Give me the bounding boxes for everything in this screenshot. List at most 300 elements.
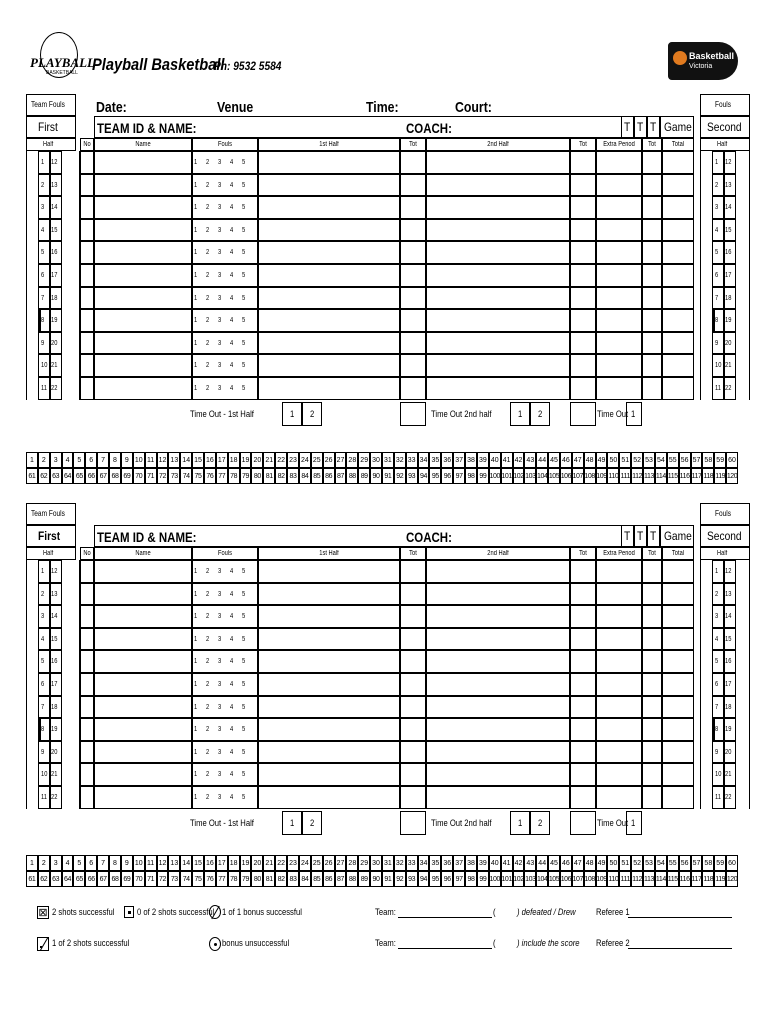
score-cell[interactable]: 83	[287, 871, 299, 887]
player-cell-tot2[interactable]	[570, 696, 596, 719]
score-cell[interactable]: 33	[406, 855, 418, 871]
player-cell-h2[interactable]	[426, 196, 570, 219]
score-cell[interactable]: 5	[73, 452, 85, 468]
player-cell-h2[interactable]	[426, 628, 570, 651]
score-cell[interactable]: 90	[370, 871, 382, 887]
player-cell-tot2[interactable]	[570, 650, 596, 673]
score-cell[interactable]: 17	[216, 855, 228, 871]
score-cell[interactable]: 10	[133, 452, 145, 468]
player-cell-h1[interactable]	[258, 196, 400, 219]
score-cell[interactable]: 63	[50, 468, 62, 484]
score-cell[interactable]: 85	[311, 871, 323, 887]
score-cell[interactable]: 78	[228, 871, 240, 887]
player-cell-no[interactable]	[80, 673, 94, 696]
score-cell[interactable]: 95	[429, 468, 441, 484]
score-cell[interactable]: 1	[26, 855, 38, 871]
score-cell[interactable]: 91	[382, 468, 394, 484]
player-cell-no[interactable]	[80, 605, 94, 628]
player-cell-fouls[interactable]	[192, 673, 258, 696]
player-cell-tot1[interactable]	[400, 605, 426, 628]
player-cell-h1[interactable]	[258, 287, 400, 310]
player-cell-fouls[interactable]	[192, 377, 258, 400]
score-cell[interactable]: 34	[418, 855, 430, 871]
score-cell[interactable]: 119	[714, 468, 726, 484]
score-cell[interactable]: 29	[358, 855, 370, 871]
score-cell[interactable]: 19	[240, 452, 252, 468]
player-cell-name[interactable]	[94, 696, 192, 719]
score-cell[interactable]: 25	[311, 855, 323, 871]
score-cell[interactable]: 6	[85, 452, 97, 468]
player-cell-fouls[interactable]	[192, 741, 258, 764]
player-cell-h1[interactable]	[258, 560, 400, 583]
player-cell-h2[interactable]	[426, 309, 570, 332]
score-cell[interactable]: 64	[62, 871, 74, 887]
score-cell[interactable]: 72	[157, 468, 169, 484]
score-cell[interactable]: 13	[168, 452, 180, 468]
score-cell[interactable]: 38	[465, 855, 477, 871]
timeout-spare-box-2[interactable]	[570, 811, 596, 835]
player-cell-h1[interactable]	[258, 151, 400, 174]
score-cell[interactable]: 115	[667, 871, 679, 887]
player-cell-total[interactable]	[662, 354, 694, 377]
score-cell[interactable]: 55	[667, 452, 679, 468]
player-cell-no[interactable]	[80, 309, 94, 332]
score-cell[interactable]: 118	[702, 871, 714, 887]
player-cell-tot1[interactable]	[400, 377, 426, 400]
score-cell[interactable]: 88	[346, 871, 358, 887]
score-cell[interactable]: 114	[655, 871, 667, 887]
score-cell[interactable]: 97	[453, 468, 465, 484]
score-cell[interactable]: 8	[109, 452, 121, 468]
player-cell-total[interactable]	[662, 309, 694, 332]
score-cell[interactable]: 36	[441, 855, 453, 871]
score-cell[interactable]: 7	[97, 452, 109, 468]
player-cell-total[interactable]	[662, 650, 694, 673]
player-cell-name[interactable]	[94, 332, 192, 355]
score-cell[interactable]: 107	[572, 871, 584, 887]
score-cell[interactable]: 10	[133, 855, 145, 871]
player-cell-h2[interactable]	[426, 219, 570, 242]
score-cell[interactable]: 104	[536, 871, 548, 887]
player-cell-h2[interactable]	[426, 560, 570, 583]
score-cell[interactable]: 67	[97, 468, 109, 484]
score-cell[interactable]: 100	[489, 468, 501, 484]
timeout-spare-box[interactable]	[400, 402, 426, 426]
score-cell[interactable]: 75	[192, 468, 204, 484]
score-cell[interactable]: 119	[714, 871, 726, 887]
score-cell[interactable]: 30	[370, 452, 382, 468]
score-cell[interactable]: 15	[192, 855, 204, 871]
player-cell-total[interactable]	[662, 377, 694, 400]
score-cell[interactable]: 42	[513, 855, 525, 871]
score-cell[interactable]: 82	[275, 468, 287, 484]
player-cell-total[interactable]	[662, 196, 694, 219]
player-cell-h2[interactable]	[426, 377, 570, 400]
player-cell-name[interactable]	[94, 219, 192, 242]
player-cell-fouls[interactable]	[192, 264, 258, 287]
player-cell-fouls[interactable]	[192, 354, 258, 377]
score-cell[interactable]: 19	[240, 855, 252, 871]
player-cell-name[interactable]	[94, 605, 192, 628]
player-cell-no[interactable]	[80, 583, 94, 606]
player-cell-name[interactable]	[94, 174, 192, 197]
score-cell[interactable]: 71	[145, 468, 157, 484]
score-cell[interactable]: 120	[726, 468, 738, 484]
player-cell-h2[interactable]	[426, 287, 570, 310]
player-cell-tot3[interactable]	[642, 583, 662, 606]
score-cell[interactable]: 40	[489, 855, 501, 871]
score-cell[interactable]: 110	[607, 468, 619, 484]
player-cell-total[interactable]	[662, 264, 694, 287]
score-cell[interactable]: 59	[714, 452, 726, 468]
score-cell[interactable]: 104	[536, 468, 548, 484]
player-cell-fouls[interactable]	[192, 196, 258, 219]
player-cell-tot3[interactable]	[642, 605, 662, 628]
player-cell-name[interactable]	[94, 196, 192, 219]
score-cell[interactable]: 46	[560, 452, 572, 468]
player-cell-tot2[interactable]	[570, 309, 596, 332]
score-cell[interactable]: 18	[228, 452, 240, 468]
player-cell-extra[interactable]	[596, 219, 642, 242]
score-cell[interactable]: 17	[216, 452, 228, 468]
score-cell[interactable]: 53	[643, 452, 655, 468]
player-cell-tot2[interactable]	[570, 264, 596, 287]
score-cell[interactable]: 2	[38, 452, 50, 468]
timeout-spare-box-2[interactable]	[570, 402, 596, 426]
score-cell[interactable]: 117	[691, 468, 703, 484]
player-cell-tot1[interactable]	[400, 287, 426, 310]
player-cell-tot2[interactable]	[570, 151, 596, 174]
player-cell-tot2[interactable]	[570, 354, 596, 377]
player-cell-tot2[interactable]	[570, 741, 596, 764]
score-cell[interactable]: 66	[85, 871, 97, 887]
player-cell-total[interactable]	[662, 741, 694, 764]
player-cell-h1[interactable]	[258, 605, 400, 628]
score-cell[interactable]: 69	[121, 871, 133, 887]
score-cell[interactable]: 3	[50, 855, 62, 871]
score-cell[interactable]: 61	[26, 871, 38, 887]
score-cell[interactable]: 97	[453, 871, 465, 887]
player-cell-extra[interactable]	[596, 696, 642, 719]
player-cell-tot3[interactable]	[642, 332, 662, 355]
player-cell-no[interactable]	[80, 377, 94, 400]
player-cell-fouls[interactable]	[192, 605, 258, 628]
score-cell[interactable]: 88	[346, 468, 358, 484]
player-cell-tot1[interactable]	[400, 241, 426, 264]
score-cell[interactable]: 20	[251, 452, 263, 468]
player-cell-tot3[interactable]	[642, 377, 662, 400]
score-cell[interactable]: 35	[429, 855, 441, 871]
score-cell[interactable]: 27	[335, 855, 347, 871]
player-cell-tot2[interactable]	[570, 673, 596, 696]
player-cell-extra[interactable]	[596, 786, 642, 809]
score-cell[interactable]: 109	[596, 468, 608, 484]
player-cell-no[interactable]	[80, 718, 94, 741]
player-cell-tot2[interactable]	[570, 332, 596, 355]
score-cell[interactable]: 7	[97, 855, 109, 871]
score-cell[interactable]: 76	[204, 871, 216, 887]
player-cell-tot1[interactable]	[400, 583, 426, 606]
score-cell[interactable]: 22	[275, 452, 287, 468]
player-cell-extra[interactable]	[596, 718, 642, 741]
player-cell-extra[interactable]	[596, 354, 642, 377]
score-cell[interactable]: 2	[38, 855, 50, 871]
player-cell-tot3[interactable]	[642, 309, 662, 332]
player-cell-extra[interactable]	[596, 241, 642, 264]
score-cell[interactable]: 115	[667, 468, 679, 484]
score-cell[interactable]: 90	[370, 468, 382, 484]
score-cell[interactable]: 95	[429, 871, 441, 887]
score-cell[interactable]: 1	[26, 452, 38, 468]
score-cell[interactable]: 9	[121, 855, 133, 871]
player-cell-fouls[interactable]	[192, 718, 258, 741]
score-cell[interactable]: 32	[394, 452, 406, 468]
score-cell[interactable]: 52	[631, 452, 643, 468]
score-cell[interactable]: 48	[584, 855, 596, 871]
player-cell-extra[interactable]	[596, 763, 642, 786]
score-cell[interactable]: 61	[26, 468, 38, 484]
player-cell-total[interactable]	[662, 718, 694, 741]
player-cell-h1[interactable]	[258, 241, 400, 264]
score-cell[interactable]: 24	[299, 855, 311, 871]
score-cell[interactable]: 64	[62, 468, 74, 484]
player-cell-tot1[interactable]	[400, 354, 426, 377]
player-cell-total[interactable]	[662, 287, 694, 310]
score-cell[interactable]: 5	[73, 855, 85, 871]
player-cell-h1[interactable]	[258, 219, 400, 242]
player-cell-extra[interactable]	[596, 560, 642, 583]
player-cell-tot3[interactable]	[642, 219, 662, 242]
score-cell[interactable]: 118	[702, 468, 714, 484]
score-cell[interactable]: 43	[524, 452, 536, 468]
player-cell-name[interactable]	[94, 151, 192, 174]
score-cell[interactable]: 43	[524, 855, 536, 871]
player-cell-tot2[interactable]	[570, 560, 596, 583]
player-cell-extra[interactable]	[596, 196, 642, 219]
player-cell-h2[interactable]	[426, 763, 570, 786]
player-cell-no[interactable]	[80, 151, 94, 174]
score-cell[interactable]: 38	[465, 452, 477, 468]
score-cell[interactable]: 9	[121, 452, 133, 468]
player-cell-h1[interactable]	[258, 673, 400, 696]
score-cell[interactable]: 77	[216, 468, 228, 484]
score-cell[interactable]: 99	[477, 871, 489, 887]
player-cell-h2[interactable]	[426, 741, 570, 764]
player-cell-extra[interactable]	[596, 605, 642, 628]
score-cell[interactable]: 59	[714, 855, 726, 871]
player-cell-name[interactable]	[94, 377, 192, 400]
score-cell[interactable]: 111	[619, 468, 631, 484]
player-cell-fouls[interactable]	[192, 151, 258, 174]
player-cell-extra[interactable]	[596, 332, 642, 355]
score-cell[interactable]: 116	[679, 871, 691, 887]
score-cell[interactable]: 98	[465, 871, 477, 887]
score-cell[interactable]: 14	[180, 855, 192, 871]
score-cell[interactable]: 30	[370, 855, 382, 871]
player-cell-h2[interactable]	[426, 332, 570, 355]
score-cell[interactable]: 78	[228, 468, 240, 484]
score-cell[interactable]: 103	[524, 871, 536, 887]
score-cell[interactable]: 106	[560, 871, 572, 887]
score-cell[interactable]: 91	[382, 871, 394, 887]
score-cell[interactable]: 65	[73, 871, 85, 887]
score-cell[interactable]: 49	[596, 855, 608, 871]
player-cell-fouls[interactable]	[192, 763, 258, 786]
player-cell-tot1[interactable]	[400, 696, 426, 719]
score-cell[interactable]: 74	[180, 468, 192, 484]
player-cell-no[interactable]	[80, 241, 94, 264]
player-cell-name[interactable]	[94, 241, 192, 264]
score-cell[interactable]: 94	[418, 871, 430, 887]
score-cell[interactable]: 35	[429, 452, 441, 468]
score-cell[interactable]: 11	[145, 452, 157, 468]
player-cell-no[interactable]	[80, 650, 94, 673]
score-cell[interactable]: 85	[311, 468, 323, 484]
score-cell[interactable]: 49	[596, 452, 608, 468]
player-cell-fouls[interactable]	[192, 309, 258, 332]
player-cell-name[interactable]	[94, 628, 192, 651]
player-cell-tot1[interactable]	[400, 264, 426, 287]
score-cell[interactable]: 57	[691, 452, 703, 468]
player-cell-tot3[interactable]	[642, 673, 662, 696]
score-cell[interactable]: 16	[204, 452, 216, 468]
score-cell[interactable]: 92	[394, 468, 406, 484]
player-cell-extra[interactable]	[596, 583, 642, 606]
score-cell[interactable]: 52	[631, 855, 643, 871]
player-cell-tot2[interactable]	[570, 219, 596, 242]
score-cell[interactable]: 44	[536, 855, 548, 871]
score-cell[interactable]: 87	[335, 468, 347, 484]
score-cell[interactable]: 89	[358, 468, 370, 484]
score-cell[interactable]: 114	[655, 468, 667, 484]
player-cell-name[interactable]	[94, 741, 192, 764]
player-cell-tot3[interactable]	[642, 287, 662, 310]
player-cell-h1[interactable]	[258, 332, 400, 355]
player-cell-tot1[interactable]	[400, 309, 426, 332]
score-cell[interactable]: 70	[133, 468, 145, 484]
score-cell[interactable]: 8	[109, 855, 121, 871]
player-cell-h1[interactable]	[258, 309, 400, 332]
score-cell[interactable]: 60	[726, 855, 738, 871]
player-cell-fouls[interactable]	[192, 786, 258, 809]
player-cell-h2[interactable]	[426, 673, 570, 696]
score-cell[interactable]: 42	[513, 452, 525, 468]
player-cell-name[interactable]	[94, 786, 192, 809]
player-cell-tot3[interactable]	[642, 174, 662, 197]
score-cell[interactable]: 41	[501, 452, 513, 468]
score-cell[interactable]: 113	[643, 871, 655, 887]
score-cell[interactable]: 62	[38, 468, 50, 484]
score-cell[interactable]: 99	[477, 468, 489, 484]
player-cell-h2[interactable]	[426, 583, 570, 606]
player-cell-tot1[interactable]	[400, 763, 426, 786]
score-cell[interactable]: 103	[524, 468, 536, 484]
score-cell[interactable]: 89	[358, 871, 370, 887]
player-cell-h1[interactable]	[258, 741, 400, 764]
player-cell-fouls[interactable]	[192, 332, 258, 355]
player-cell-tot3[interactable]	[642, 628, 662, 651]
score-cell[interactable]: 81	[263, 468, 275, 484]
score-cell[interactable]: 77	[216, 871, 228, 887]
score-cell[interactable]: 50	[607, 855, 619, 871]
score-cell[interactable]: 83	[287, 468, 299, 484]
score-cell[interactable]: 58	[702, 855, 714, 871]
player-cell-total[interactable]	[662, 605, 694, 628]
score-cell[interactable]: 56	[679, 855, 691, 871]
score-cell[interactable]: 13	[168, 855, 180, 871]
player-cell-h2[interactable]	[426, 786, 570, 809]
player-cell-tot1[interactable]	[400, 332, 426, 355]
player-cell-tot2[interactable]	[570, 763, 596, 786]
player-cell-no[interactable]	[80, 196, 94, 219]
score-cell[interactable]: 36	[441, 452, 453, 468]
player-cell-tot2[interactable]	[570, 628, 596, 651]
score-cell[interactable]: 27	[335, 452, 347, 468]
player-cell-no[interactable]	[80, 560, 94, 583]
player-cell-tot3[interactable]	[642, 354, 662, 377]
player-cell-fouls[interactable]	[192, 219, 258, 242]
player-cell-total[interactable]	[662, 673, 694, 696]
score-cell[interactable]: 71	[145, 871, 157, 887]
player-cell-fouls[interactable]	[192, 287, 258, 310]
player-cell-total[interactable]	[662, 786, 694, 809]
score-cell[interactable]: 37	[453, 855, 465, 871]
player-cell-h2[interactable]	[426, 718, 570, 741]
player-cell-tot3[interactable]	[642, 241, 662, 264]
score-cell[interactable]: 93	[406, 468, 418, 484]
player-cell-no[interactable]	[80, 763, 94, 786]
team1-field[interactable]	[398, 917, 492, 918]
player-cell-total[interactable]	[662, 219, 694, 242]
score-cell[interactable]: 40	[489, 452, 501, 468]
score-cell[interactable]: 74	[180, 871, 192, 887]
score-cell[interactable]: 86	[323, 871, 335, 887]
player-cell-tot1[interactable]	[400, 174, 426, 197]
score-cell[interactable]: 15	[192, 452, 204, 468]
player-cell-name[interactable]	[94, 583, 192, 606]
player-cell-name[interactable]	[94, 718, 192, 741]
score-cell[interactable]: 44	[536, 452, 548, 468]
score-cell[interactable]: 84	[299, 468, 311, 484]
player-cell-total[interactable]	[662, 583, 694, 606]
player-cell-no[interactable]	[80, 628, 94, 651]
player-cell-tot2[interactable]	[570, 196, 596, 219]
score-cell[interactable]: 55	[667, 855, 679, 871]
score-cell[interactable]: 4	[62, 855, 74, 871]
score-cell[interactable]: 117	[691, 871, 703, 887]
player-cell-tot2[interactable]	[570, 583, 596, 606]
player-cell-extra[interactable]	[596, 628, 642, 651]
player-cell-name[interactable]	[94, 354, 192, 377]
player-cell-h1[interactable]	[258, 264, 400, 287]
player-cell-tot1[interactable]	[400, 718, 426, 741]
score-cell[interactable]: 56	[679, 452, 691, 468]
score-cell[interactable]: 70	[133, 871, 145, 887]
player-cell-tot1[interactable]	[400, 219, 426, 242]
player-cell-total[interactable]	[662, 151, 694, 174]
score-cell[interactable]: 110	[607, 871, 619, 887]
player-cell-no[interactable]	[80, 287, 94, 310]
player-cell-h2[interactable]	[426, 264, 570, 287]
player-cell-tot1[interactable]	[400, 673, 426, 696]
score-cell[interactable]: 69	[121, 468, 133, 484]
player-cell-tot1[interactable]	[400, 650, 426, 673]
player-cell-tot2[interactable]	[570, 377, 596, 400]
score-cell[interactable]: 3	[50, 452, 62, 468]
player-cell-extra[interactable]	[596, 151, 642, 174]
score-cell[interactable]: 57	[691, 855, 703, 871]
player-cell-h1[interactable]	[258, 763, 400, 786]
